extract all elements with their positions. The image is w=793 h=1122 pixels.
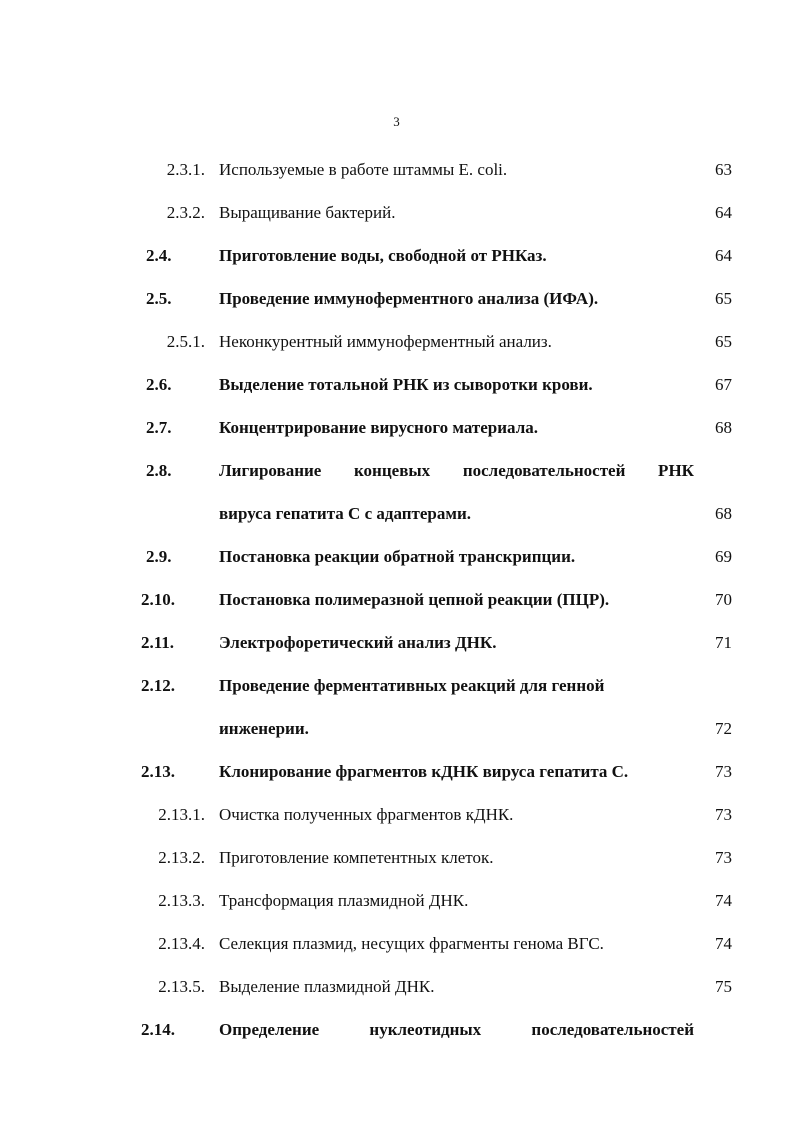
toc-entry-continuation <box>0 494 793 537</box>
toc-entry-page: 71 <box>715 633 732 652</box>
toc-entry-page: 64 <box>715 203 732 222</box>
toc-entry-title-line1: Лигирование концевых последовательностей РНК <box>219 461 694 480</box>
toc-entry-number: 2.6. <box>146 375 172 394</box>
toc-entry-title: Концентрирование вирусного материала. <box>219 418 538 437</box>
toc-entry-title: Используемые в работе штаммы E. coli. <box>219 160 508 179</box>
page-number: 3 <box>393 114 400 129</box>
toc-entry-number: 2.10. <box>141 590 175 609</box>
toc-entry-title-line1: Проведение ферментативных реакций для генной <box>219 676 605 695</box>
toc-entry-page: 72 <box>715 719 732 738</box>
toc-entry-number: 2.13. <box>141 762 175 781</box>
toc-entry <box>0 365 793 408</box>
toc-entry <box>0 666 793 709</box>
toc-entry <box>0 924 793 967</box>
toc-entry <box>0 150 793 193</box>
toc-entry-number: 2.5.1. <box>166 332 205 351</box>
toc-entry-title: Выделение тотальной РНК из сыворотки крови. <box>219 375 593 394</box>
toc-entry-title: Постановка полимеразной цепной реакции (ПЦР). <box>219 590 610 609</box>
toc-entry-title: Селекция плазмид, несущих фрагменты генома ВГС. <box>219 934 604 953</box>
toc-entry-title: Очистка полученных фрагментов кДНК. <box>219 805 514 824</box>
toc-entry-number: 2.3.1. <box>166 160 205 179</box>
toc-entry <box>0 881 793 924</box>
toc-entry-number: 2.14. <box>141 1020 175 1039</box>
toc-entry-page: 69 <box>715 547 732 566</box>
toc-entry-title: Приготовление компетентных клеток. <box>219 848 494 867</box>
toc-entry <box>0 1010 793 1053</box>
toc-entry <box>0 795 793 838</box>
toc-entry-page: 73 <box>715 762 732 781</box>
toc-entry <box>0 623 793 666</box>
toc-entry-title: Определение нуклеотидных последовательностей <box>219 1020 694 1039</box>
toc-entry <box>0 322 793 365</box>
toc-entry-page: 70 <box>715 590 732 609</box>
toc-entry-number: 2.3.2. <box>166 203 205 222</box>
toc-entry-number: 2.13.2. <box>158 848 205 867</box>
toc-entry-title-line2: вируса гепатита С с адаптерами. <box>219 504 472 523</box>
toc-entry <box>0 967 793 1010</box>
toc-entry-title: Трансформация плазмидной ДНК. <box>219 891 469 910</box>
toc-entry <box>0 838 793 881</box>
toc-entry-page: 67 <box>715 375 732 394</box>
toc-entry-continuation <box>0 709 793 752</box>
toc-entry-number: 2.7. <box>146 418 172 437</box>
toc-entry-number: 2.13.4. <box>158 934 205 953</box>
toc-entry-title: Выращивание бактерий. <box>219 203 396 222</box>
toc-entry-title: Проведение иммуноферментного анализа (ИФА). <box>219 289 599 308</box>
toc-entry <box>0 193 793 236</box>
toc-entry <box>0 752 793 795</box>
toc-entry-number: 2.8. <box>146 461 172 480</box>
toc-entry-page: 68 <box>715 418 732 437</box>
toc-entry-page: 65 <box>715 332 732 351</box>
toc-entry-page: 64 <box>715 246 732 265</box>
toc-entry-number: 2.5. <box>146 289 172 308</box>
table-of-contents <box>0 150 793 1053</box>
toc-entry-number: 2.13.1. <box>158 805 205 824</box>
toc-entry-number: 2.13.3. <box>158 891 205 910</box>
toc-entry <box>0 408 793 451</box>
toc-entry-title: Постановка реакции обратной транскрипции. <box>219 547 576 566</box>
toc-entry-title: Клонирование фрагментов кДНК вируса гепатита С. <box>219 762 629 781</box>
toc-entry-page: 73 <box>715 848 732 867</box>
toc-entry-number: 2.4. <box>146 246 172 265</box>
toc-entry-page: 74 <box>715 934 732 953</box>
toc-entry <box>0 279 793 322</box>
toc-entry-page: 75 <box>715 977 732 996</box>
toc-entry-page: 65 <box>715 289 732 308</box>
toc-entry-number: 2.9. <box>146 547 172 566</box>
toc-entry <box>0 537 793 580</box>
toc-entry-title: Приготовление воды, свободной от РНКаз. <box>219 246 547 265</box>
toc-entry-page: 73 <box>715 805 732 824</box>
toc-entry <box>0 580 793 623</box>
toc-entry <box>0 236 793 279</box>
toc-entry-title-line2: инженерии. <box>219 719 309 738</box>
toc-entry-title: Неконкурентный иммуноферментный анализ. <box>219 332 552 351</box>
toc-entry-title: Электрофоретический анализ ДНК. <box>219 633 497 652</box>
toc-entry-page: 68 <box>715 504 732 523</box>
toc-entry-number: 2.11. <box>141 633 175 652</box>
toc-entry-number: 2.12. <box>141 676 175 695</box>
toc-entry-page: 74 <box>715 891 732 910</box>
toc-entry-number: 2.13.5. <box>158 977 205 996</box>
toc-entry-title: Выделение плазмидной ДНК. <box>219 977 435 996</box>
toc-entry <box>0 451 793 494</box>
toc-entry-page: 63 <box>715 160 732 179</box>
